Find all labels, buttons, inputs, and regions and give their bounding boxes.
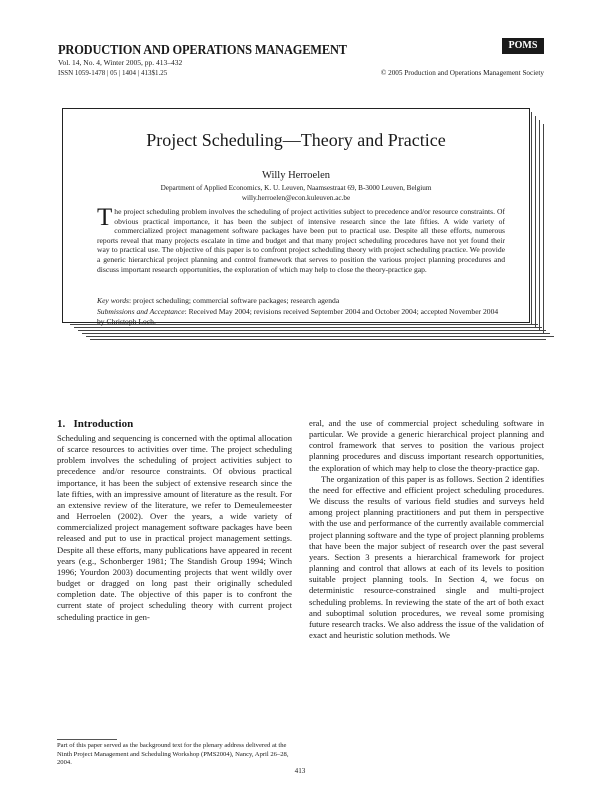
journal-title: PRODUCTION AND OPERATIONS MANAGEMENT [58,42,347,57]
abstract-dropcap: T [97,204,113,231]
page-number: 413 [294,767,306,775]
copyright-line: © 2005 Production and Operations Management Society [380,69,544,77]
issn-line: ISSN 1059-1478 | 05 | 1404 | 413$1.25 [58,69,168,77]
abstract [97,204,505,274]
poms-badge: POMS [502,38,544,54]
author-email: willy.herroelen@econ.kuleuven.ac.be [241,194,351,202]
author-affiliation: Department of Applied Economics, K. U. Leuven, Naamsestraat 69, B-3000 Leuven, Belgium [160,184,432,192]
submission-info [97,307,505,326]
author-name: Willy Herroelen [261,170,331,181]
section-heading: 1. Introduction [57,418,134,430]
keywords-text: : project scheduling; commercial software packages; research agenda [129,296,340,305]
submission-text: : Received May 2004; revisions received September 2004 and October 2004; accepted November 2004 by Christoph Loch. [97,307,499,326]
paragraph: The organization of this paper is as follows. Section 2 identifies the need for effective and efficient project scheduling procedures. We discuss the results of various field studies and surveys held among project planning practitioners and put them in perspective with the use and performance of the currently available commercial project planning software and the type of project planning problems that have been the major subject of research over the past several years. Section 3 presents a hierarchical framework for project planning and control that allows at each of its levels to position suitable project planning tools. In Section 4, we focus on deterministic resource-constrained single and multi-project scheduling problems. In reviewing the state of the art of both exact and suboptimal solution procedures, we reveal some promising future research tracks. We also address the issue of the validation of exact and heuristic solution methods. We [309,473,544,640]
submission-label: Submissions and Acceptance [97,307,185,316]
paragraph: Scheduling and sequencing is concerned with the optimal allocation of scarce resources to activities over time. The project scheduling problem involves the scheduling of project activities subject to precedence and/or resource constraints. Of obvious practical importance, it has been the subject of extensive research since the late fifties, with an impressive amount of literature as the result. For an extensive review of the literature, we refer to Demeulemeester and Herroelen (2002). Over the years, a wide variety of commercialized project management software packages have been released and put to use in practical project management settings. Despite all these efforts, many publications have appeared in recent years (e.g., Schonberger 1981; The Standish Group 1994; Winch 1996; Yourdon 2003) documenting projects that went wildly over budget or dragged on long past their originally scheduled completion date. The objective of this paper is to confront the current state of project scheduling theory with current project scheduling practice in gen- [57,433,292,622]
paragraph: eral, and the use of commercial project scheduling software in particular. We provide a generic hierarchical project planning and control framework that serves to position the various project planning procedures and discuss important research opportunities, the exploration of which may help to close the theory-practice gap. [309,418,544,473]
footnote: Part of this paper served as the background text for the plenary address delivered at the Ninth Project Management and Scheduling Workshop (PMS2004), Nancy, April 26–28, 2004. [57,742,289,767]
keywords-label: Key words [97,296,129,305]
footnote-rule [57,739,117,740]
article-title: Project Scheduling—Theory and Practice [146,130,446,150]
keywords [97,296,505,306]
column-left [57,433,292,623]
abstract-text: he project scheduling problem involves the scheduling of project activities subject to precedence and/or resource constraints. Of obvious practical importance, it has been the subject of intensive research since the late fifties. A wide variety of commercialized project management software packages have been put to practical use. Despite all these efforts, numerous reports reveal that many projects escalate in time and budget and that many project scheduling procedures have not yet found their way to practical use. The objective of this paper is to confront project scheduling theory with project scheduling practice. We provide a generic hierarchical project planning and control framework that serves to position the various project planning procedures and discuss important research opportunities, the exploration of which may help to close the theory-practice gap. [97,207,505,274]
volume-line: Vol. 14, No. 4, Winter 2005, pp. 413–432 [58,58,183,67]
column-right [309,418,544,641]
